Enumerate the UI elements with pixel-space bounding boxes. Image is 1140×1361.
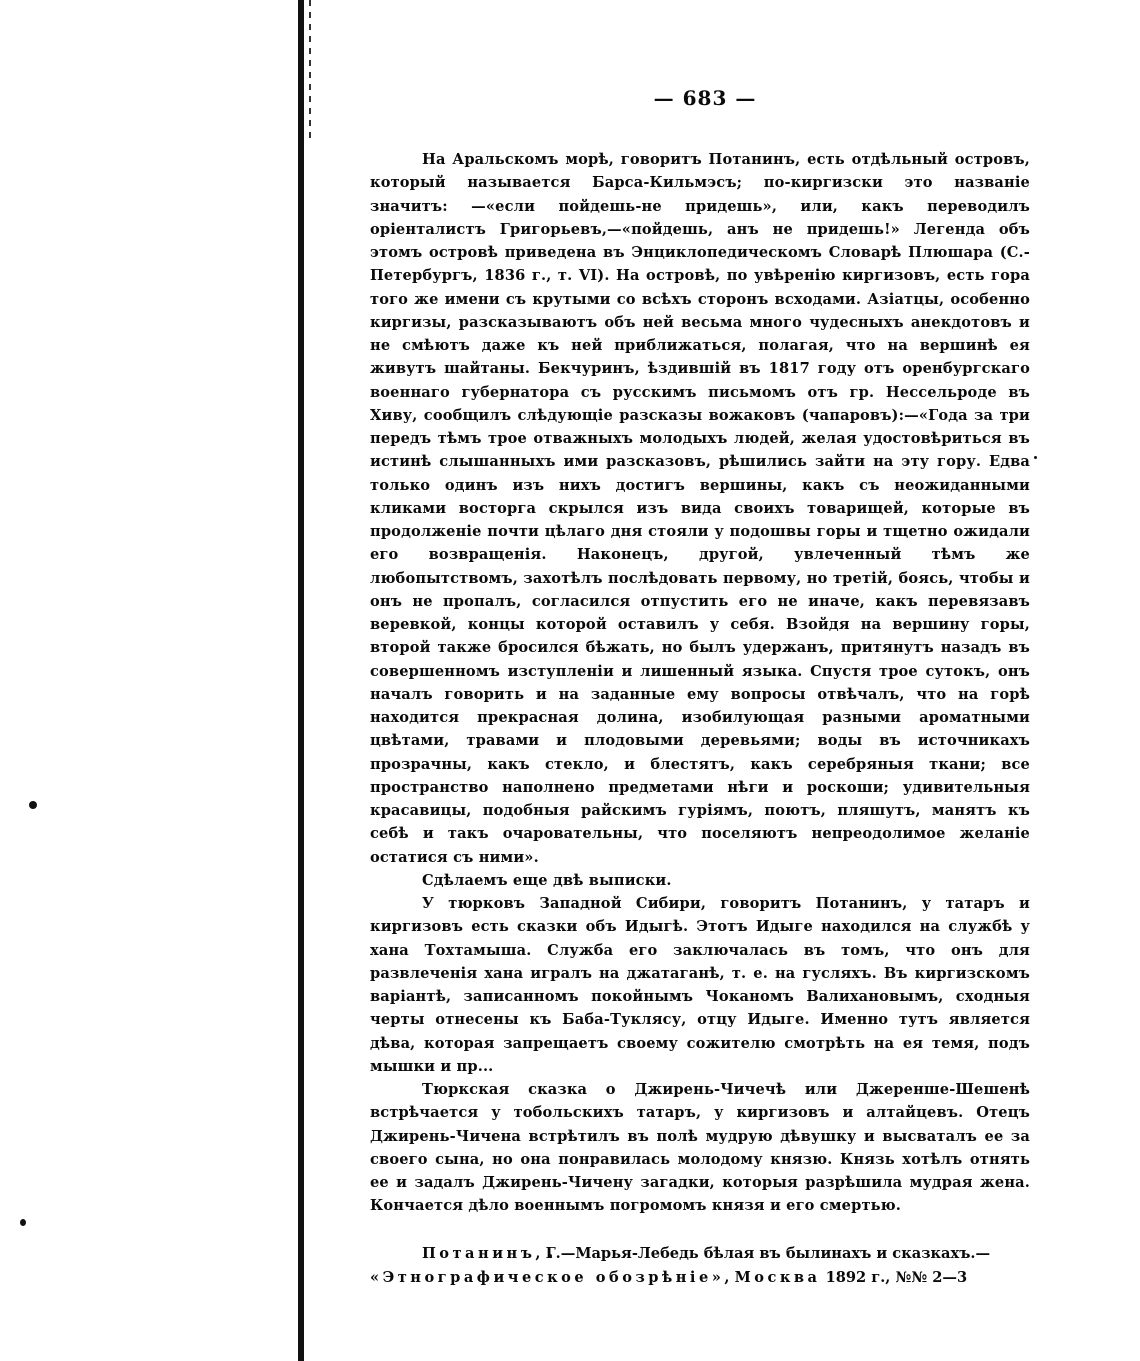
paragraph-aral-sea-legend: На Аральскомъ морѣ, говоритъ Потанинъ, есть отдѣльный островъ, который называется Барса-Кильмэсъ; по-киргизски это названіе значитъ: —«если пойдешь-не придешь», или, какъ переводилъ оріенталистъ Григорьевъ,—«пойдешь, анъ не придешь!» Легенда объ этомъ островѣ приведена въ Энциклопедическомъ Словарѣ Плюшара (С.-Петербургъ, 1836 г., т. VI). На островѣ, по увѣренію киргизовъ, есть гора того же имени съ крутыми со всѣхъ сторонъ всходами. Азіатцы, особенно киргизы, разсказываютъ объ ней весьма много чудесныхъ анекдотовъ и не смѣютъ даже къ ней приближаться, полагая, что на вершинѣ ея живутъ шайтаны. Бекчуринъ, ѣздившій въ 1817 году отъ оренбургскаго военнаго губернатора съ русскимъ письмомъ отъ гр. Нессельроде въ Хиву, сообщилъ слѣдующіе разсказы вожаковъ (чапаровъ):—«Года за три передъ тѣмъ трое отважныхъ молодыхъ людей, желая удостовѣриться въ истинѣ слышанныхъ ими разсказовъ, рѣшились зайти на эту гору. Едва только одинъ изъ нихъ достигъ вершины, какъ съ неожиданными кликами восторга скрылся изъ вида своихъ товарищей, которые въ продолженіе почти цѣлаго дня стояли у подошвы горы и тщетно ожидали его возвращенія. Наконецъ, другой, увлеченный тѣмъ же любопытствомъ, захотѣлъ послѣдовать первому, но третій, боясь, чтобы и онъ не пропалъ, согласился отпустить его не иначе, какъ перевязавъ веревкой, концы которой оставилъ у себя. Взойдя на вершину горы, второй также бросился бѣжать, но былъ удержанъ, притянутъ назадъ въ совершенномъ изступленіи и лишенный языка. Спустя трое сутокъ, онъ началъ говорить и на заданные ему вопросы отвѣчалъ, что на горѣ находится прекрасная долина, изобилующая разными ароматными цвѣтами, травами и плодовыми деревьями; воды въ источникахъ прозрачны, какъ стекло, и блестятъ, какъ серебряныя ткани; все пространство наполнено предметами нѣги и роскоши; удивительныя красавицы, подобныя райскимъ гуріямъ, поютъ, пляшутъ, манятъ къ себѣ и такъ очаровательны, что поселяютъ непреодолимое желаніе остатися съ ними». [370,151,1030,866]
citation-journal: «Этнографическое обозрѣніе» [370,1268,725,1286]
citation-title: , Г.—Марья-Лебедь бѣлая въ былинахъ и сказкахъ.— [535,1244,991,1262]
scan-speck [29,801,37,809]
body-text [370,148,1030,1290]
binding-margin-line [298,0,304,1361]
binding-margin-perforation [309,0,311,140]
citation-author: Потанинъ [422,1244,536,1262]
scan-speck [20,1219,26,1226]
scan-speck [1034,456,1037,459]
paragraph-two-extracts: Сдѣлаемъ еще двѣ выписки. [422,871,672,889]
bibliographic-citation: Потанинъ, Г.—Марья-Лебедь бѣлая въ былинахъ и сказкахъ.— «Этнографическое обозрѣніе», Москва 1892 г., №№ 2—3 [370,1244,991,1286]
paragraph-jiren-chichen-tale: Тюркская сказка о Джирень-Чичечѣ или Джеренше-Шешенѣ встрѣчается у тобольскихъ татаръ, у киргизовъ и алтайцевъ. Отецъ Джирень-Чичена встрѣтилъ въ полѣ мудрую дѣвушку и высваталъ ее за своего сына, но она понравилась молодому князю. Князь хотѣлъ отнять ее и задалъ Джирень-Чичену загадки, которыя разрѣшила мудрая жена. Кончается дѣло военнымъ погромомъ князя и его смертью. [370,1081,1030,1215]
paragraph-idyge-tales: У тюрковъ Западной Сибири, говоритъ Потанинъ, у татаръ и киргизовъ есть сказки объ Идыгѣ. Этотъ Идыге находился на службѣ у хана Тохтамыша. Служба его заключалась въ томъ, что онъ для развлеченія хана игралъ на джатаганѣ, т. е. на гусляхъ. Въ киргизскомъ варіантѣ, записанномъ покойнымъ Чоканомъ Валихановымъ, сходныя черты отнесены къ Баба-Туклясу, отцу Идыге. Именно тутъ является дѣва, которая запрещаетъ своему сожителю смотрѣть на ея темя, подъ мышки и пр... [370,895,1030,1075]
citation-year-issue: 1892 г., №№ 2—3 [825,1268,968,1286]
citation-city: Москва [734,1268,821,1286]
page-number: — 683 — [653,86,757,110]
